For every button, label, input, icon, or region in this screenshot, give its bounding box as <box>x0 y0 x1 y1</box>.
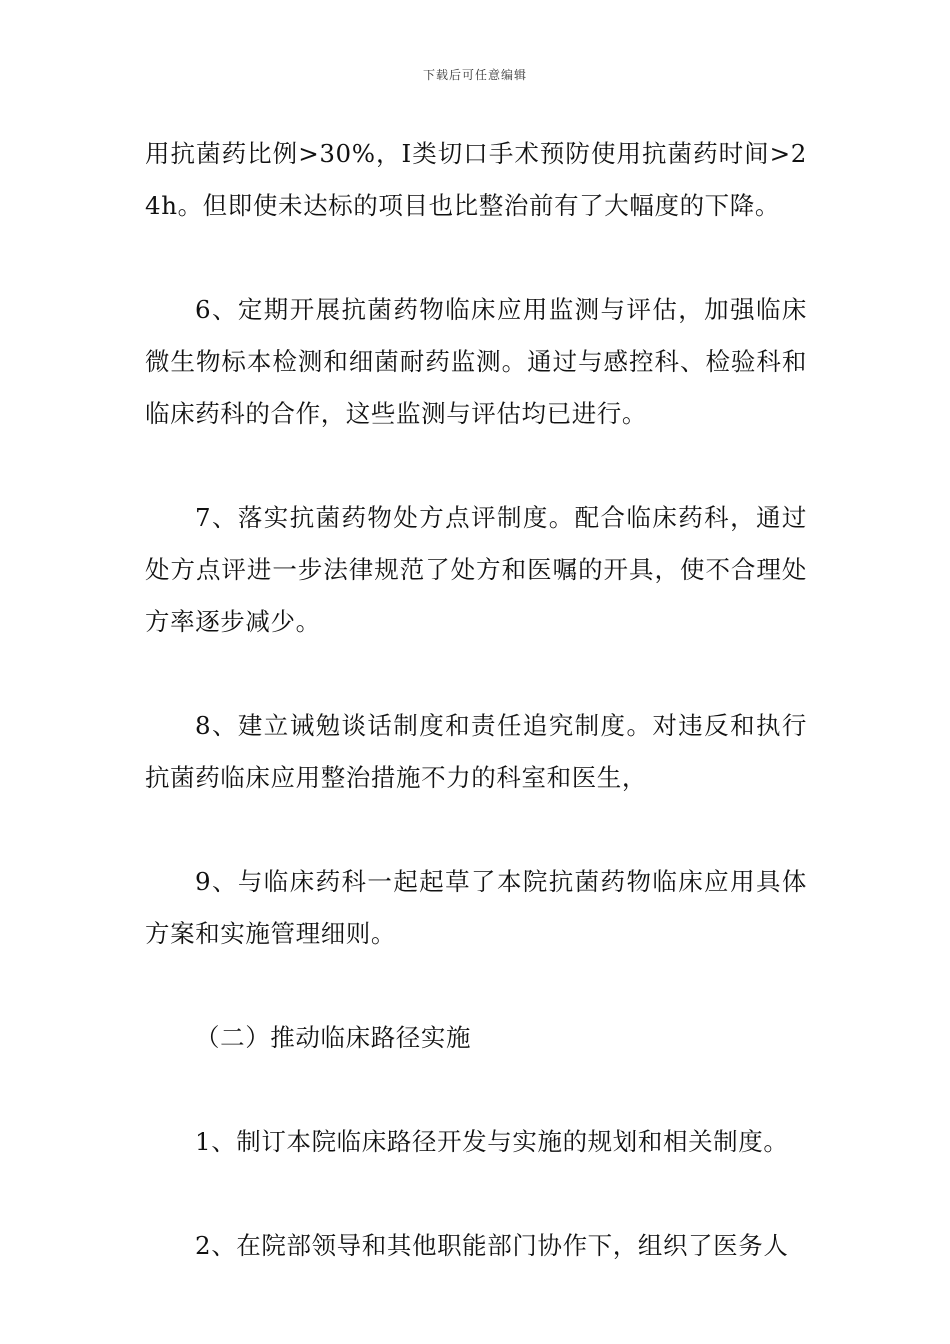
paragraph-item-6: 6、定期开展抗菌药物临床应用监测与评估，加强临床微生物标本检测和细菌耐药监测。通过与感控科、检验科和临床药科的合作，这些监测与评估均已进行。 <box>145 295 807 428</box>
paragraph-item-2: 2、在院部领导和其他职能部门协作下，组织了医务人 <box>195 1231 789 1260</box>
paragraph-item-8: 8、建立诫勉谈话制度和责任追究制度。对违反和执行抗菌药临床应用整治措施不力的科室和医生， <box>145 711 807 792</box>
section-heading: （二）推动临床路径实施 <box>195 1023 472 1052</box>
paragraph-item-9: 9、与临床药科一起起草了本院抗菌药物临床应用具体方案和实施管理细则。 <box>145 867 807 948</box>
paragraph-continuation: 用抗菌药比例>30%，I类切口手术预防使用抗菌药时间>24h。但即使未达标的项目也比整治前有了大幅度的下降。 <box>145 139 807 220</box>
paragraph-item-1: 1、制订本院临床路径开发与实施的规划和相关制度。 <box>195 1127 789 1156</box>
document-body <box>145 128 807 1272</box>
paragraph-item-7: 7、落实抗菌药物处方点评制度。配合临床药科，通过处方点评进一步法律规范了处方和医嘱的开具，使不合理处方率逐步减少。 <box>145 503 807 636</box>
page-header: 下载后可任意编辑 <box>422 68 527 82</box>
